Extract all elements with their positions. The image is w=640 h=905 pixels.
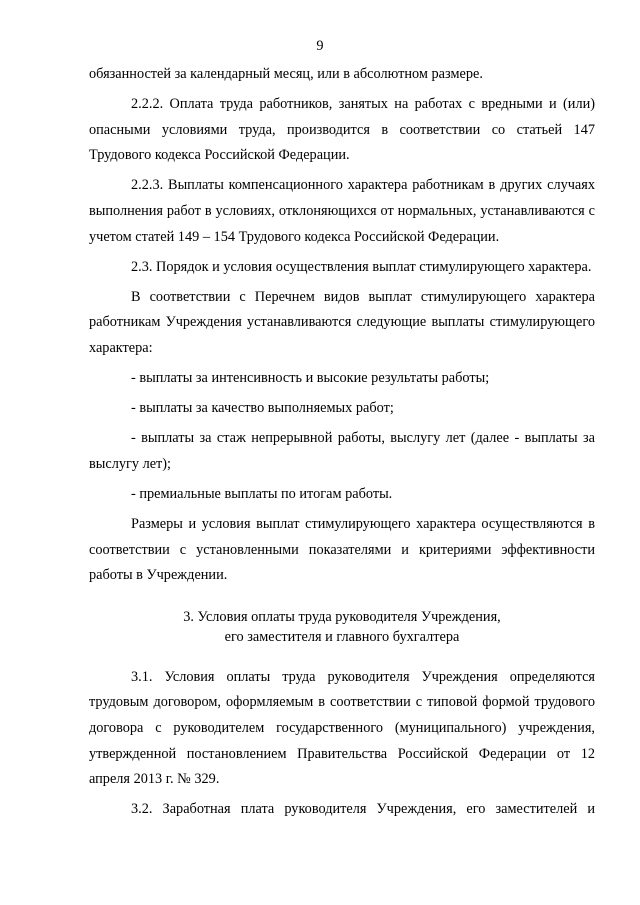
paragraph-2-3: 2.3. Порядок и условия осуществления выплат стимулирующего характера. — [131, 258, 592, 275]
list-item: - премиальные выплаты по итогам работы. — [131, 485, 393, 502]
section-3-heading — [89, 607, 595, 647]
paragraph-continuation: обязанностей за календарный месяц, или в абсолютном размере. — [89, 66, 483, 82]
list-item: - выплаты за качество выполняемых работ; — [131, 400, 394, 417]
document-body — [89, 62, 595, 823]
paragraph-stimulus-sizes: Размеры и условия выплат стимулирующего характера осуществляются в соответствии с установленными показателями и критериями эффективности работы в Учреждении. — [89, 516, 595, 584]
page-number: 9 — [316, 38, 324, 54]
section-heading-line: 3. Условия оплаты труда руководителя Учреждения, — [183, 608, 501, 625]
paragraph-stimulus-list-intro: В соответствии с Перечнем видов выплат стимулирующего характера работникам Учреждения устанавливаются следующие выплаты стимулирующего характера: — [89, 288, 595, 356]
list-item: - выплаты за интенсивность и высокие результаты работы; — [131, 370, 490, 387]
paragraph-2-2-2: 2.2.2. Оплата труда работников, занятых на работах с вредными и (или) опасными условиями труда, производится в соответствии со статьей 147 Трудового кодекса Российской Федерации. — [89, 96, 595, 164]
paragraph-3-2: 3.2. Заработная плата руководителя Учреждения, его заместителей и — [131, 801, 595, 818]
paragraph-2-2-3: 2.2.3. Выплаты компенсационного характера работникам в других случаях выполнения работ в условиях, отклоняющихся от нормальных, устанавливаются с учетом статей 149 – 154 Трудового кодекса Российской Федерации. — [89, 177, 595, 245]
section-heading-line: его заместителя и главного бухгалтера — [224, 628, 460, 645]
paragraph-3-1: 3.1. Условия оплаты труда руководителя Учреждения определяются трудовым договором, оформляемым в соответствии с типовой формой трудового договора с руководителем государственного (муниципального) учреждения, утвержденной постановлением Правительства Российской Федерации от 12 апреля 2013 г. № 329. — [89, 668, 595, 788]
list-item: - выплаты за стаж непрерывной работы, выслугу лет (далее - выплаты за выслугу лет); — [89, 430, 595, 472]
